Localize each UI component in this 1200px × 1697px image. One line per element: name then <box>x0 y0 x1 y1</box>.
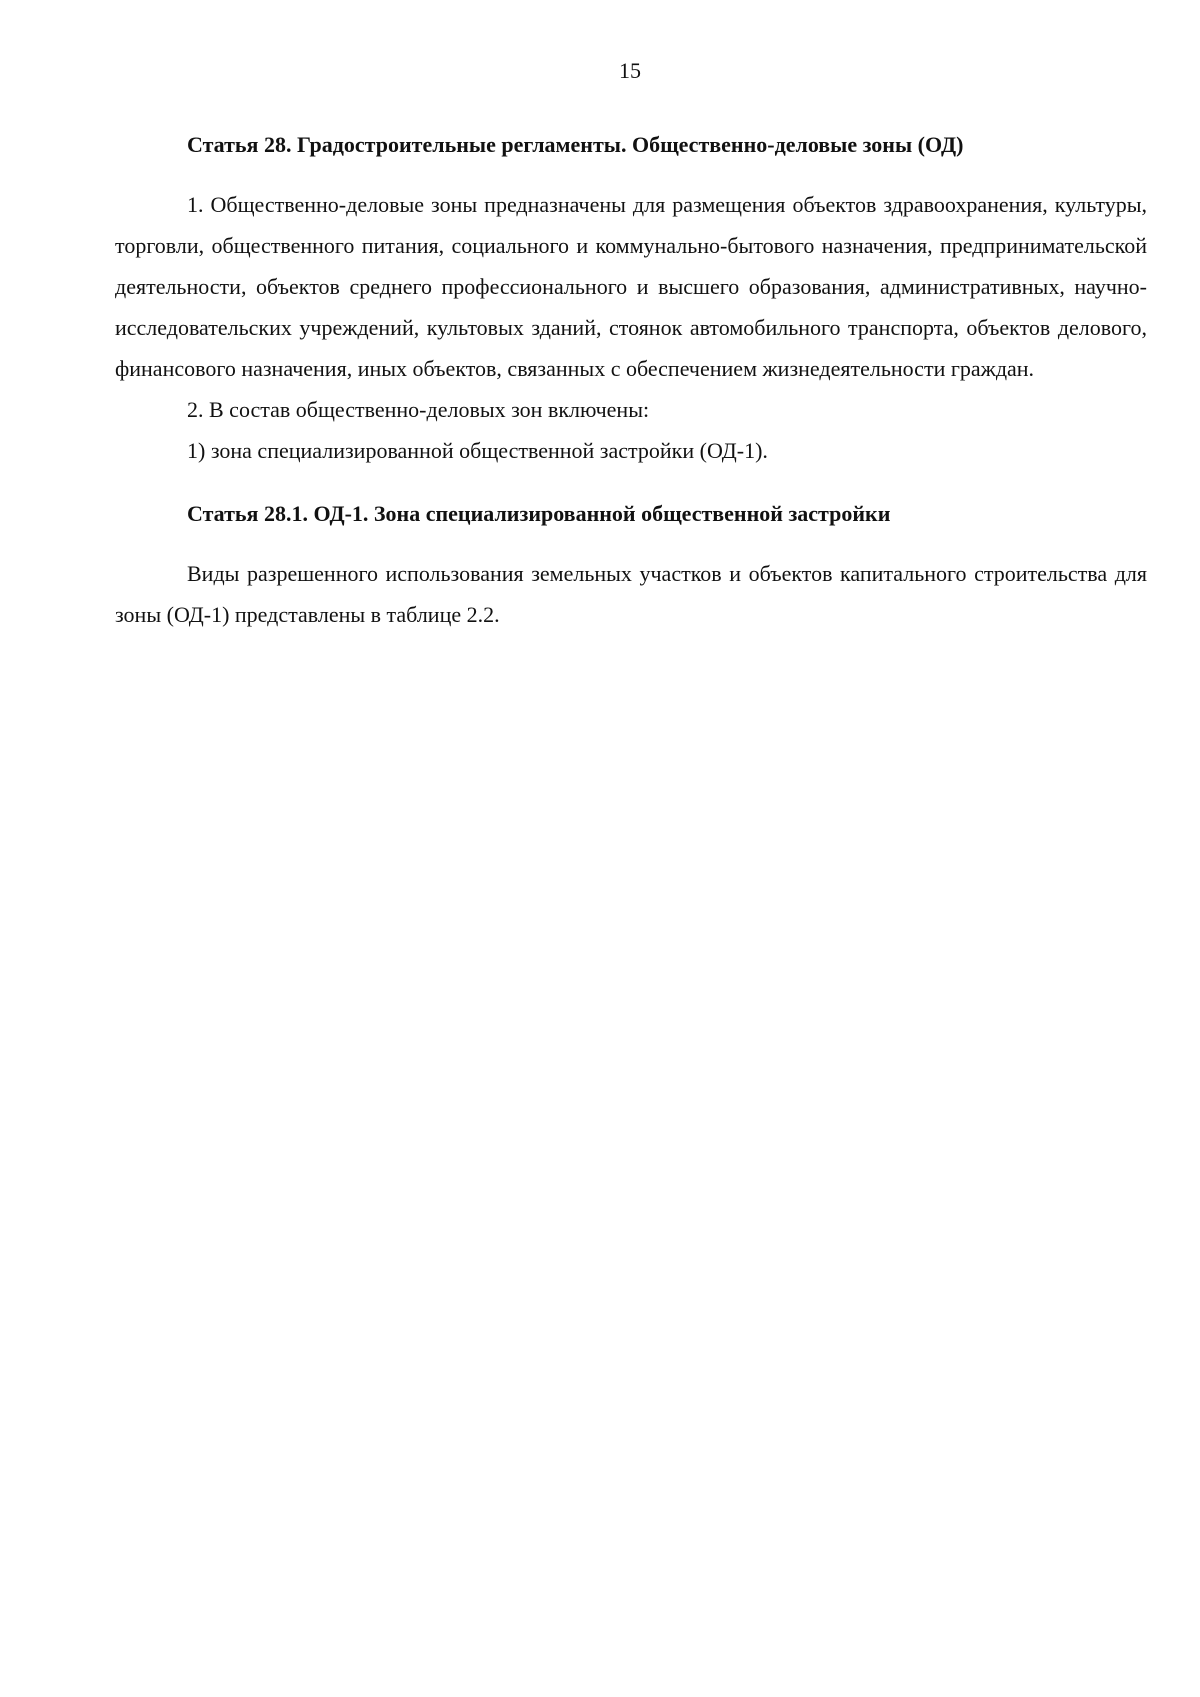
article-28-paragraph-1: 1. Общественно-деловые зоны предназначены для размещения объектов здравоохранения, культуры, торговли, общественного питания, социального и коммунально-бытового назначения, предпринимательской деятельности, объектов среднего профессионального и высшего образования, административных, научно-исследовательских учреждений, культовых зданий, стоянок автомобильного транспорта, объектов делового, финансового назначения, иных объектов, связанных с обеспечением жизнедеятельности граждан. <box>115 192 1147 381</box>
article-28-1-paragraph-1: Виды разрешенного использования земельных участков и объектов капитального строительства для зоны (ОД-1) представлены в таблице 2.2. <box>115 561 1147 627</box>
article-28-title: Статья 28. Градостроительные регламенты. Общественно-деловые зоны (ОД) <box>187 132 964 157</box>
document-body <box>115 130 1147 635</box>
article-28-1-title: Статья 28.1. ОД-1. Зона специализированной общественной застройки <box>187 501 891 526</box>
article-28-paragraph-3: 1) зона специализированной общественной застройки (ОД-1). <box>187 438 768 463</box>
page-number: 15 <box>619 58 641 83</box>
article-28-paragraph-2: 2. В состав общественно-деловых зон включены: <box>187 397 650 422</box>
